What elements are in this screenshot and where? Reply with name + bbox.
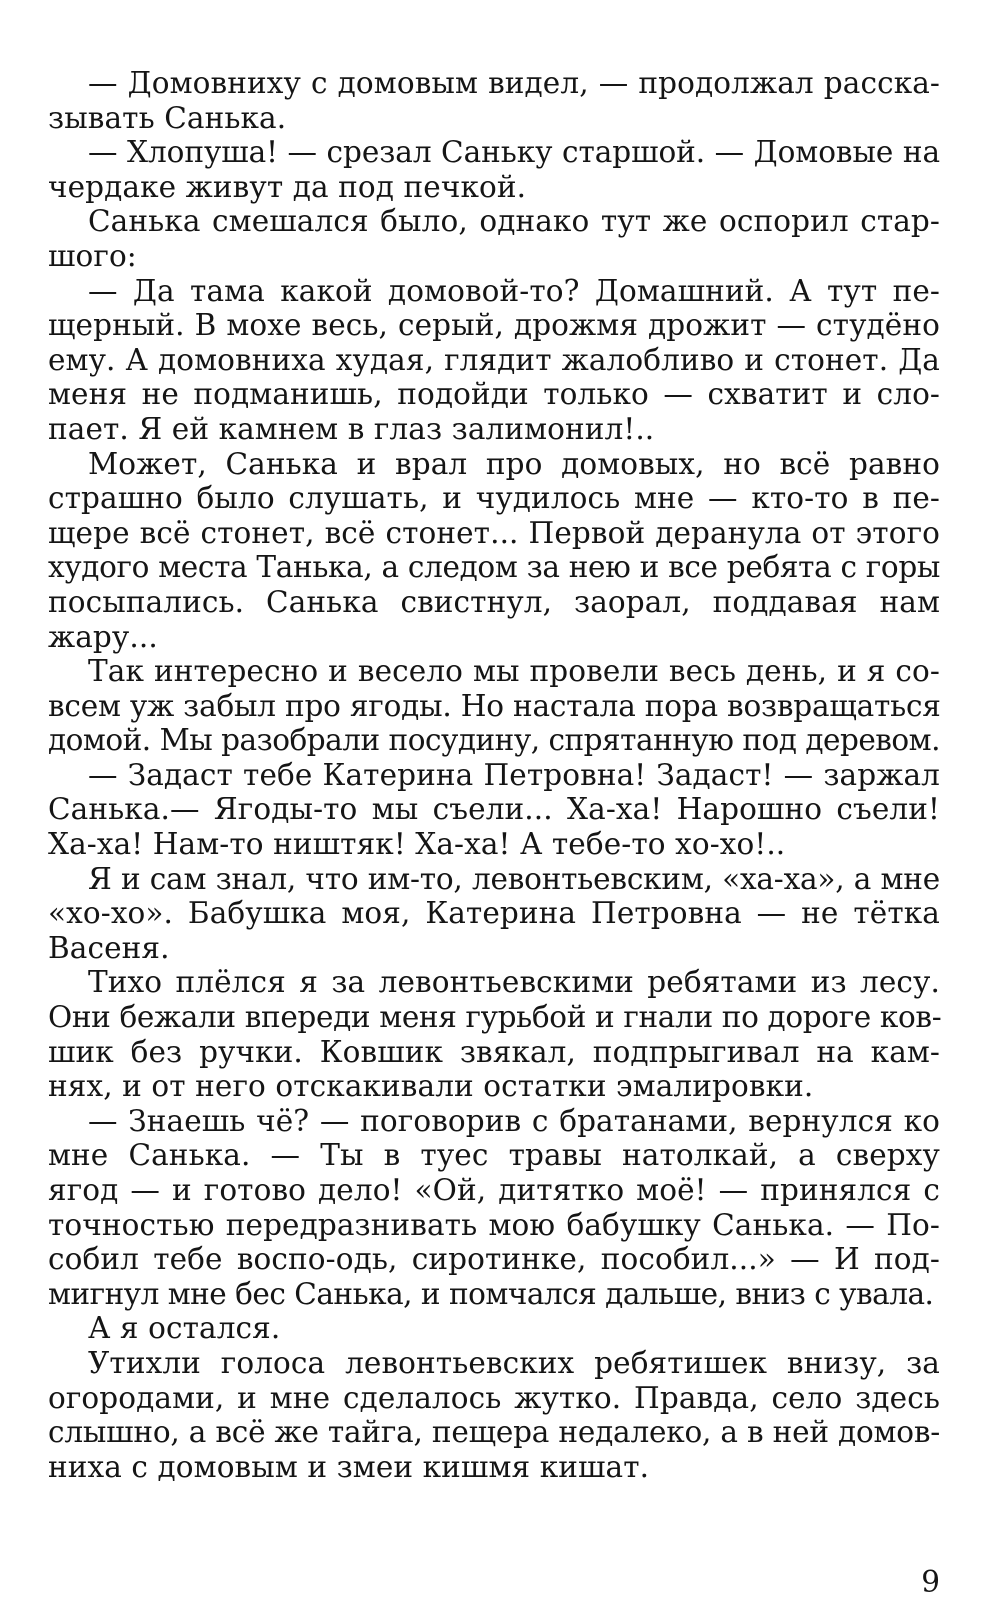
text-line: Я и сам знал, что им-то, левонтьевским, «ха-ха», а мне [88,861,940,896]
text-line: мигнул мне бес Санька, и помчался дальше, вниз с увала. [48,1276,934,1311]
text-line: Они бежали впереди меня гурьбой и гнали по дороге ков- [48,1000,942,1035]
text-line: — Хлопуша! — срезал Саньку старшой. — Домовые на [88,135,940,170]
text-line: ему. А домовниха худая, глядит жалобливо и стонет. Да [48,342,940,377]
text-line: А я остался. [88,1311,281,1346]
text-line: ягод — и готово дело! «Ой, дитятко моё! — принялся с [48,1173,940,1207]
text-line: Санька.— Ягоды-то мы съели... Ха-ха! Нарошно съели! [48,792,940,827]
text-line: Так интересно и весело мы провели весь день, и я со- [88,654,940,689]
text-line: Тихо плёлся я за левонтьевскими ребятами из лесу. [88,965,940,1000]
text-line: чердаке живут да под печкой. [48,169,527,204]
text-line: — Задаст тебе Катерина Петровна! Задаст! — заржал [88,757,940,792]
text-line: ниха с домовым и змеи кишмя кишат. [48,1449,650,1484]
text-line: Санька смешался было, однако тут же оспорил стар- [88,204,940,239]
text-line: Утихли голоса левонтьевских ребятишек внизу, за [88,1345,940,1380]
text-line: щерный. В мохе весь, серый, дрожмя дрожит — студёно [48,308,940,343]
text-line: жару... [48,619,158,654]
text-line: щере всё стонет, всё стонет... Первой деранула от этого [48,515,940,550]
text-line: домой. Мы разобрали посудину, спрятанную под деревом. [48,723,940,758]
text-line: меня не подманишь, подойди только — схватит и сло- [48,377,940,412]
text-line: слышно, а всё же тайга, пещера недалеко, а в ней домов- [48,1415,940,1450]
text-line: Ха-ха! Нам-то ништяк! Ха-ха! А тебе-то хо-хо!.. [48,827,786,862]
page-number: 9 [921,1565,940,1599]
text-line: страшно было слушать, и чудилось мне — кто-то в пе- [48,481,940,516]
text-line: Васеня. [48,930,170,965]
text-line: Может, Санька и врал про домовых, но всё равно [88,446,940,481]
text-line: мне Санька. — Ты в туес травы натолкай, а сверху [48,1138,940,1173]
text-line: посыпались. Санька свистнул, заорал, поддавая нам [48,584,940,619]
text-line: «хо-хо». Бабушка моя, Катерина Петровна — не тётка [48,896,940,931]
text-line: худого места Танька, а следом за нею и все ребята с горы [48,550,940,585]
text-line: шого: [48,238,137,273]
text-line: собил тебе воспо-одь, сиротинке, пособил...» — И под- [48,1242,940,1277]
book-page-text [48,66,940,1484]
text-line: шик без ручки. Ковшик звякал, подпрыгивал на кам- [48,1034,940,1069]
text-line: всем уж забыл про ягоды. Но настала пора возвращаться [48,688,941,723]
text-line: огородами, и мне сделалось жутко. Правда, село здесь [48,1380,940,1415]
text-line: пает. Я ей камнем в глаз залимонил!.. [48,411,655,446]
text-line: — Домовниху с домовым видел, — продолжал расска- [88,66,940,100]
text-line: — Да тама какой домовой-то? Домашний. А тут пе- [88,273,940,308]
text-line: — Знаешь чё? — поговорив с братанами, вернулся ко [88,1103,940,1138]
text-line: точностью передразнивать мою бабушку Санька. — По- [48,1207,940,1242]
text-line: нях, и от него отскакивали остатки эмалировки. [48,1069,814,1104]
text-line: зывать Санька. [48,100,287,135]
